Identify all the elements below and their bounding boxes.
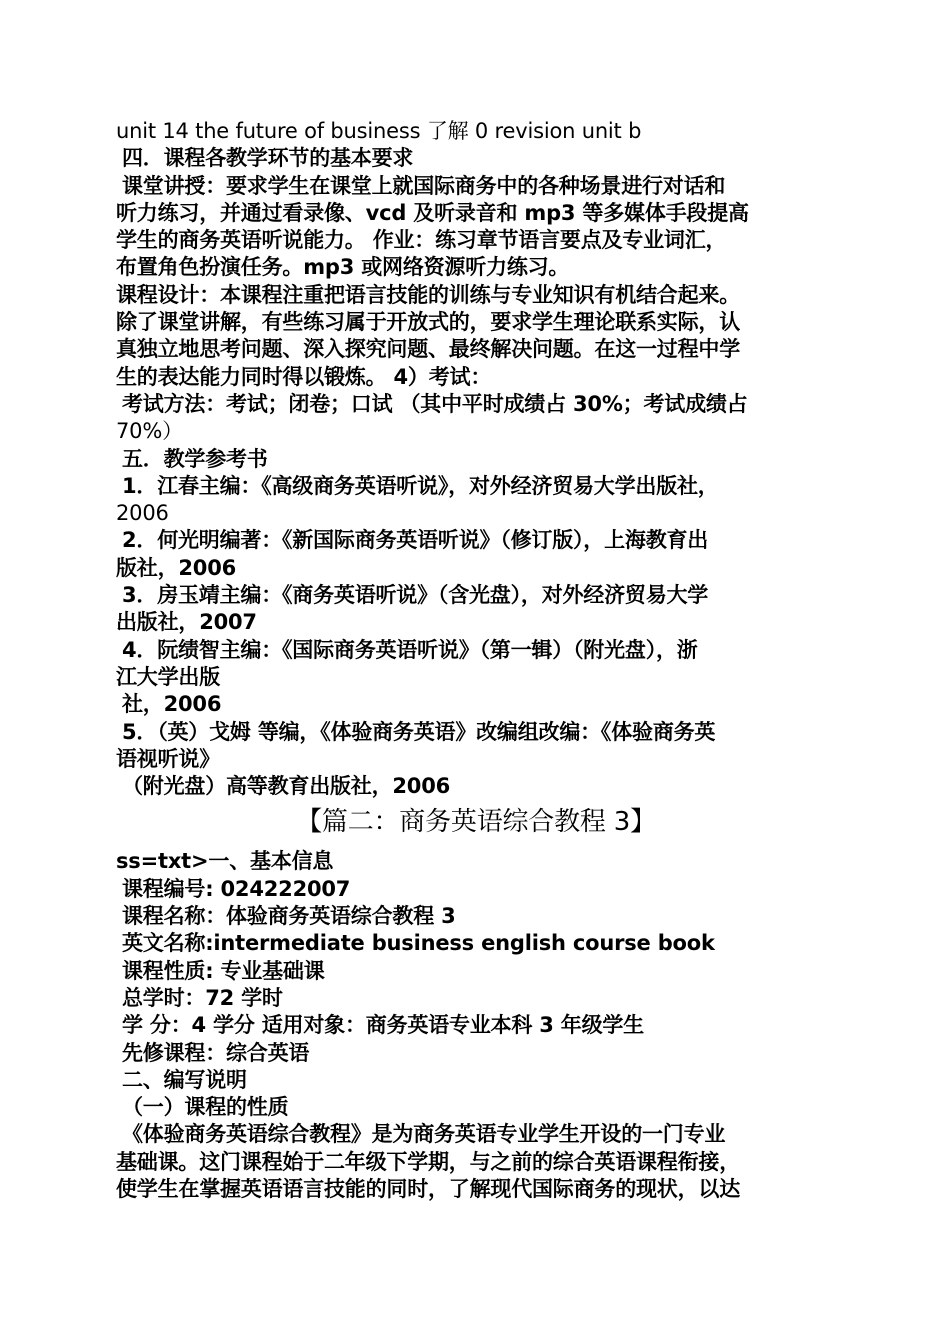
text-line: 出版社，2007: [116, 610, 257, 635]
reference-item: 5．（英）戈姆 等编，《体验商务英语》改编组改编：《体验商务英: [122, 719, 716, 744]
section-heading: 四．课程各教学环节的基本要求: [122, 146, 414, 171]
reference-item: 4．阮绩智主编：《国际商务英语听说》（第一辑）（附光盘），浙: [122, 637, 698, 662]
info-row: 课程名称：体验商务英语综合教程 3: [122, 904, 456, 929]
text-line: 听力练习，并通过看录像、vcd 及听录音和 mp3 等多媒体手段提高: [116, 200, 749, 225]
text-line: 学生的商务英语听说能力。 作业：练习章节语言要点及专业词汇，: [116, 228, 727, 253]
text-line: 70%）: [116, 419, 183, 444]
text-line: 生的表达能力同时得以锻炼。 4）考试：: [116, 364, 492, 389]
info-row: 总学时：72 学时: [122, 985, 283, 1010]
reference-item: 1．江春主编：《高级商务英语听说》，对外经济贸易大学出版社，: [122, 473, 719, 498]
info-row: 先修课程：综合英语: [122, 1040, 310, 1065]
text-line: 江大学出版: [116, 664, 220, 689]
reference-item: 2．何光明编著：《新国际商务英语听说》（修订版），上海教育出: [122, 528, 709, 553]
section-title: 【篇二：商务英语综合教程 3】: [296, 807, 656, 838]
text-line: 布置角色扮演任务。mp3 或网络资源听力练习。: [116, 255, 570, 280]
info-row: 课程编号: 024222007: [122, 876, 351, 901]
reference-item: 3．房玉靖主编：《商务英语听说》（含光盘），对外经济贸易大学: [122, 583, 709, 608]
text-line: 基础课。这门课程始于二年级下学期，与之前的综合英语课程衔接，: [116, 1149, 740, 1174]
text-line: 社，2006: [122, 692, 222, 717]
text-line: 使学生在掌握英语语言技能的同时，了解现代国际商务的现状，以达: [116, 1176, 740, 1201]
section-heading: 五．教学参考书: [122, 446, 268, 471]
info-row: 英文名称:intermediate business english course book: [122, 931, 715, 956]
text-line: 2006: [116, 501, 169, 526]
section-heading: 二、编写说明: [122, 1067, 247, 1092]
text-line: 课程设计：本课程注重把语言技能的训练与专业知识有机结合起来。: [116, 282, 740, 307]
text-line: unit 14 the future of business 了解 0 revision unit b: [116, 119, 642, 143]
info-row: 课程性质: 专业基础课: [122, 958, 325, 983]
text-line: 《体验商务英语综合教程》是为商务英语专业学生开设的一门专业: [122, 1122, 726, 1147]
subsection-heading: （一）课程的性质: [122, 1095, 289, 1120]
text-line: 除了课堂讲解，有些练习属于开放式的，要求学生理论联系实际，认: [116, 310, 740, 335]
text-line: （附光盘）高等教育出版社，2006: [122, 774, 451, 799]
text-line: ss=txt>一、基本信息: [116, 849, 334, 874]
document-body: [116, 118, 836, 1203]
text-line: 考试方法：考试；闭卷；口试 （其中平时成绩占 30%；考试成绩占: [122, 391, 748, 416]
text-line: 语视听说》: [116, 746, 220, 771]
text-line: 真独立地思考问题、深入探究问题、最终解决问题。在这一过程中学: [116, 337, 740, 362]
text-line: 课堂讲授：要求学生在课堂上就国际商务中的各种场景进行对话和: [122, 173, 726, 198]
text-line: 版社，2006: [116, 555, 237, 580]
info-row: 学 分：4 学分 适用对象：商务英语专业本科 3 年级学生: [122, 1013, 644, 1038]
